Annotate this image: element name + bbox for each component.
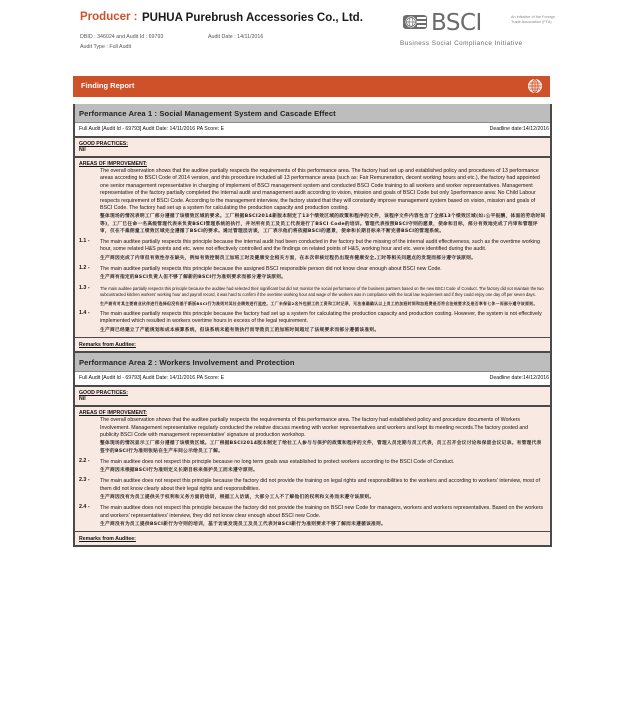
good-practices — [75, 138, 550, 158]
findings-content — [73, 104, 552, 547]
areas-of-improvement-heading: AREAS OF IMPROVEMENT: — [79, 161, 148, 167]
pa-title: Performance Area 1 : Social Management System and Cascade Effect — [79, 109, 336, 118]
overview-cn: 整体现场的情况表明工厂部分遵循了该绩效区域的要求。工厂根据BSCI2014新版本制定了13个绩效区域的政策和程序的文件，该程序文件内容包含了全部13个绩效区域(如:公平报酬，体面的劳动时间等)，工厂已任命一名高级管理代表来负责BSCI管理系统的执行，并对所有员工及员工代表进行了BSCI Code的培训。管理代表按照BSCI守则的愿景，使命和目标，部分有效地完成了内审和管理评审，仅在不雇佣童工绩效区域完全遵循了BSCI的要求。通过管理层访谈，工厂表示他们将依据BSCI的愿景，使命和长期目标来不断完善BSCI的管理系统。 — [100, 214, 546, 234]
finding-cn: 生产商因没有为员工提供关于权利和义务方面的培训，根据工人访谈，大部分工人不了解他们的权利和义务而未遵守该原则。 — [100, 495, 375, 501]
finding-item — [79, 265, 546, 282]
finding-item — [79, 504, 546, 528]
areas-of-improvement — [75, 407, 550, 532]
globe-icon[interactable] — [527, 78, 543, 94]
good-practices-value: Nil — [79, 396, 86, 403]
producer-label: Producer : — [80, 11, 138, 23]
audit-date: Audit Date : 14/11/2016 — [208, 34, 264, 40]
pa-header — [75, 104, 550, 123]
dbid-audit-id: DBID : 346024 and Audit Id : 69793 — [80, 34, 164, 40]
audit-info-row — [75, 372, 550, 387]
producer-name: PUHUA Purebrush Accessories Co., Ltd. — [142, 12, 363, 24]
finding-cn: 生产商因未根据BSCI行为准则定义长期目标来保护员工而未遵守原则。 — [100, 468, 258, 474]
logo-wordmark: BSCI — [431, 10, 482, 36]
finding-cn: 生产商没有为员工提供BSCI新行为守则的培训，基于访谈发现员工及员工代表对BSCI新行为准则要求不够了解而未遵循该准则。 — [100, 522, 387, 528]
overview-en: The overall observation shows that the auditee partially respects the requirements of this performance area. The factory had set up and established policy and procedures of 13 performance areas according to BSCI Code of 2014 version, and this procedure included all 13 performance areas (such as: Fair Remuneration, decent working hours and etc.), the factory had appointed one senior management representative in charging of implement of BSCI management system and conducted BSCI Code training to all workers and worker representatives. Management representative of the factory partially completed the internal audit and management audit according to vision, mission and goals of BSCI Code but only 1performance area: No Child Labour respects requirement of BSCI Code. According to the management interview, the factory stated that they will constantly improve management system based on vision, mission and goals of BSCI Code. The factory had set up a system for calculating the production capacity and production costing. — [100, 168, 540, 212]
finding-en: The main auditee partially respects this principle because the factory had set up a system for calculating the production capacity and production costing. However, the system is not effectively implemented which resulted in workers overtime hours in excess of the legal requirement. — [100, 311, 542, 325]
audit-info: Full Audit [Audit Id - 69793] Audit Date: 14/11/2016 PA Score: E — [79, 375, 225, 382]
remarks-from-auditee — [75, 338, 550, 353]
finding-en: The main auditee partially respects this principle because the assigned BSCI responsible person did not know clear enough about BSCI new Code. — [100, 266, 442, 273]
bsci-logo — [400, 10, 555, 50]
finding-en: The main auditee does not respect this principle because no long term goals was established to protect workers according to the BSCI Code of Conduct. — [100, 458, 455, 465]
banner-title: Finding Report — [81, 81, 135, 90]
deadline-date: Deadline date:14/12/2016 — [489, 375, 549, 382]
finding-number: 2.3 - — [79, 477, 90, 484]
finding-item — [79, 458, 546, 475]
good-practices — [75, 387, 550, 407]
finding-en: The main auditee partially respects this principle because the auditee had selected their significant but did not monitor the social performance of the business partners based on the new BSCI Code of Conduct. The factory did not maintain the two subcontracted kitchen workers' working hour and payroll record, it was hard to confirm if the overtime working hour and wage of the workers was in compliance with the local law requirement and if they could enjoy one day off per seven days. — [100, 285, 544, 297]
finding-item — [79, 285, 546, 307]
areas-of-improvement-heading: AREAS OF IMPROVEMENT: — [79, 410, 148, 417]
finding-en: The main auditee partially respects this principle because the internal audit had been conducted in the factory but the missing of the internal audit effectiveness, such as the overtime working hour, some related H&S points and etc. were not effectively controlled and the findings on related points of H&S, working hour and etc. were identified during the audit. — [100, 239, 540, 253]
good-practices-heading: GOOD PRACTICES: — [79, 390, 128, 397]
finding-cn: 生产商已经建立了产能规划和成本核算系统，但该系统未能有效执行而导致员工的加班时间超过了法规要求而部分遵循该准则。 — [100, 327, 380, 333]
finding-en: The main auditee does not respect this principle because the factory did not provide the training on legal rights and responsibilities to the workers and according to workers' interview, most of them did not know clearly about their legal rights and responsibilities. — [100, 478, 540, 492]
finding-number: 1.1 - — [79, 238, 90, 245]
audit-type: Audit Type : Full Audit — [80, 44, 132, 50]
finding-number: 1.3 - — [79, 284, 90, 291]
audit-info: Full Audit [Audit Id - 69793] Audit Date: 14/11/2016 PA Score: E — [79, 126, 225, 132]
good-practices-value: Nil — [79, 147, 86, 153]
remarks-heading: Remarks from Auditee: — [79, 536, 136, 543]
finding-en: The main auditee does not respect this principle because the factory did not provide the training on BSCI new Code for managers, workers and workers representatives. Based on the workers and workers' representatives' interview, they did not know clear enough about BSCI new Code. — [100, 505, 543, 519]
finding-number: 2.2 - — [79, 457, 90, 464]
overview-cn: 整体现场的情况显示工厂部分遵循了该绩效区域。工厂根据BSCI2014版本制定了给社工人参与与保护的政策和程序的文件，管理人员定期与员工代表，员工召开会议讨论和保留会议记录。有管理代表签字的BSCI行为准则张贴在生产车间公示给员工了解。 — [100, 441, 542, 454]
remarks-from-auditee — [75, 532, 550, 547]
audit-info-row — [75, 123, 550, 138]
areas-of-improvement — [75, 158, 550, 338]
good-practices-heading: GOOD PRACTICES: — [79, 141, 128, 147]
overview-en: The overall observation shows that the auditee partially respects the requirements of this performance area. The factory had established policy and procedure documents of Workers Involvement. Management representative regularly conducted the relative discuss meeting with worker representatives and workers and kept its meeting records.The factory posted and publicity BSCI Code with management representative' signature at production workshop. — [100, 417, 529, 438]
finding-number: 1.4 - — [79, 310, 90, 317]
finding-report-banner — [73, 76, 550, 97]
finding-cn: 生产商因完成了内审但有效性存在缺失，例如有效控制员工加班工时及健康安全相关方面，在本次审核过程仍出现有健康安全,工时等相关问题点的发现而部分遵守该原则。 — [100, 255, 477, 261]
deadline-date: Deadline date:14/12/2016 — [489, 126, 549, 132]
finding-number: 1.2 - — [79, 265, 90, 272]
finding-cn: 生产商有指定的BSCI负责人但不够了解新的BSCI行为准则要求而部分遵守该原则。 — [100, 275, 287, 281]
logo-tagline: An initiative of the Foreign Trade Association (FTA) — [511, 15, 555, 24]
pa-header — [75, 353, 550, 372]
finding-item — [79, 238, 546, 262]
finding-number: 2.4 - — [79, 504, 90, 511]
remarks-heading: Remarks from Auditee: — [79, 342, 136, 349]
finding-item — [79, 477, 546, 501]
finding-cn: 生产商有对其主要商业伙伴进行选择但没有基于新版BSCI行为准则对其社会绩效进行监控。工厂未保留2名外包厨工的工资和工时记录，无法准确确认以上员工的加班时间和加班费是否符合法规要求及是否享有七休一而部分遵守该原则。 — [100, 301, 538, 307]
hand-globe-icon — [401, 13, 429, 31]
pa-title: Performance Area 2 : Workers Involvement and Protection — [79, 358, 295, 368]
finding-item — [79, 310, 546, 334]
performance-area-1 — [75, 104, 550, 353]
logo-subtitle: Business Social Compliance Initiative — [400, 40, 523, 47]
performance-area-2 — [75, 353, 550, 547]
